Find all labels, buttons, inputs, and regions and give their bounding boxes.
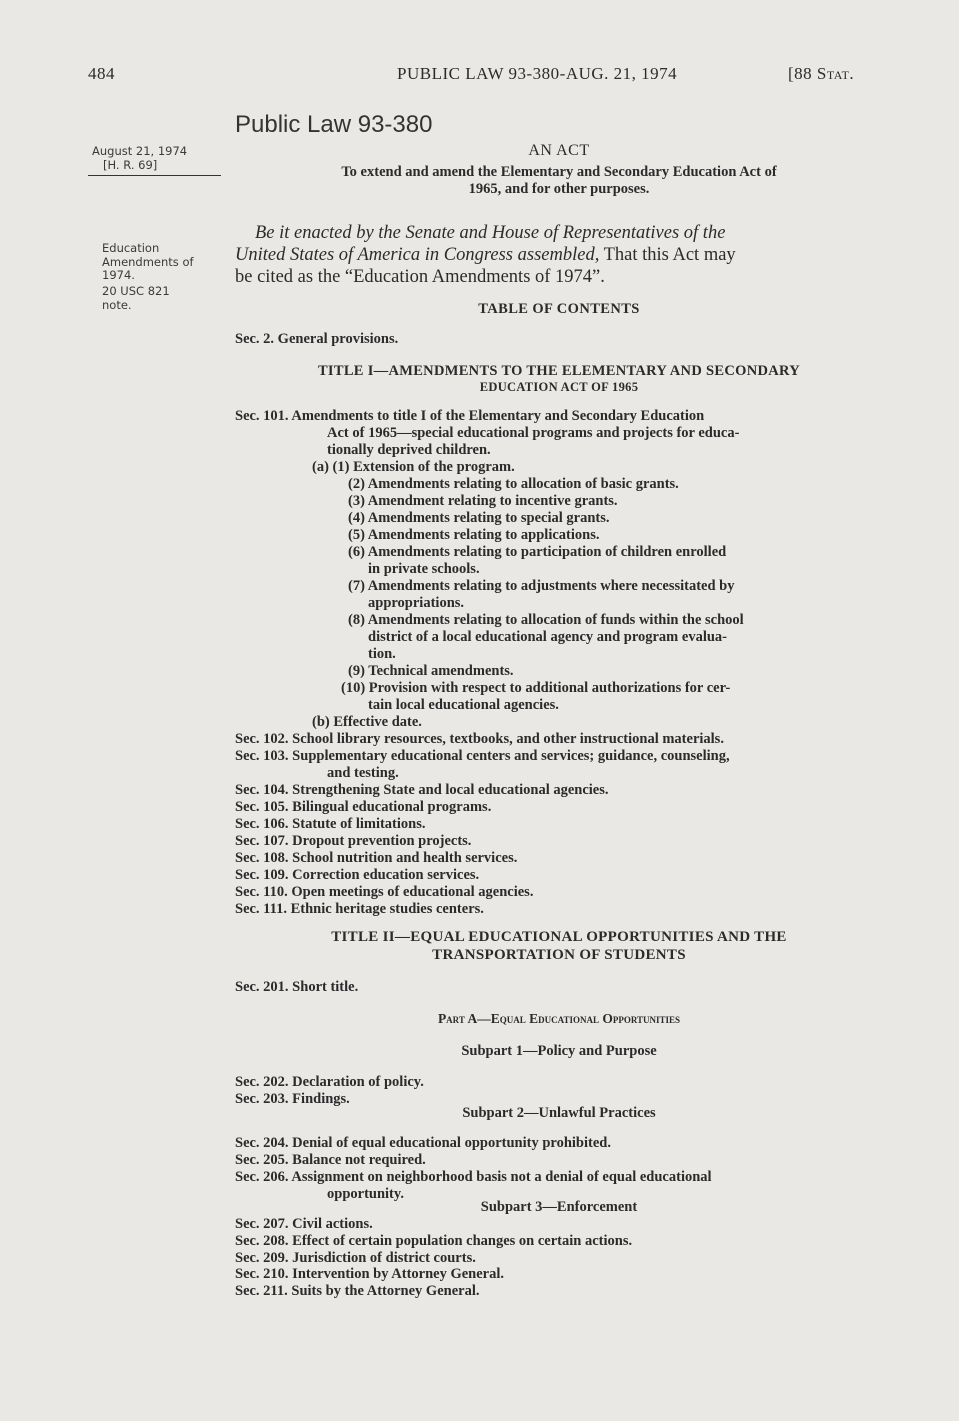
an-act-heading: AN ACT: [528, 142, 590, 159]
toc-line: tain local educational agencies.: [368, 697, 559, 713]
toc-line: Act of 1965—special educational programs and projects for educa-: [327, 425, 740, 441]
toc-line: Sec. 103. Supplementary educational centers and services; guidance, counseling,: [235, 748, 730, 764]
toc-sec-201: Sec. 201. Short title.: [235, 979, 359, 995]
toc-line: Sec. 206. Assignment on neighborhood basis not a denial of equal educational: [235, 1169, 712, 1185]
toc-line: (4) Amendments relating to special grants.: [348, 510, 610, 526]
toc-line: Sec. 105. Bilingual educational programs.: [235, 799, 492, 815]
subpart-3-heading: Subpart 3—Enforcement: [480, 1199, 638, 1215]
toc-line: Sec. 107. Dropout prevention projects.: [235, 833, 472, 849]
toc-line: Sec. 104. Strengthening State and local educational agencies.: [235, 782, 609, 798]
toc-line: (8) Amendments relating to allocation of funds within the school: [348, 612, 744, 628]
toc-line: Sec. 101. Amendments to title I of the Elementary and Secondary Education: [235, 408, 705, 424]
subpart-3-toc: [235, 1216, 632, 1300]
toc-line: in private schools.: [368, 561, 480, 577]
subpart-1-toc: [235, 1074, 424, 1108]
page-number: 484: [88, 64, 115, 83]
margin-usc: 20 USC 821 note.: [102, 284, 170, 312]
margin-short-title: Education Amendments of 1974.: [102, 241, 194, 282]
toc-line: Sec. 106. Statute of limitations.: [235, 816, 426, 832]
toc-line: and testing.: [327, 765, 399, 781]
toc-line: Sec. 211. Suits by the Attorney General.: [235, 1283, 480, 1300]
toc-line: (2) Amendments relating to allocation of basic grants.: [348, 476, 679, 492]
running-title: PUBLIC LAW 93-380-AUG. 21, 1974: [397, 64, 678, 83]
enacting-clause: Be it enacted by the Senate and House of Representatives of the United States of America in Congress assembled, That this Act may be cited as the “Education Amendments of 1974”.: [235, 223, 736, 287]
toc-line: Sec. 202. Declaration of policy.: [235, 1074, 424, 1090]
toc-line: Sec. 207. Civil actions.: [235, 1216, 373, 1232]
toc-line: tionally deprived children.: [327, 442, 491, 458]
margin-bill: [H. R. 69]: [103, 158, 158, 172]
toc-line: district of a local educational agency and program evalua-: [368, 629, 727, 645]
toc-line: Sec. 204. Denial of equal educational opportunity prohibited.: [235, 1135, 611, 1151]
toc-line: Sec. 102. School library resources, textbooks, and other instructional materials.: [235, 731, 724, 747]
subpart-1-heading: Subpart 1—Policy and Purpose: [461, 1043, 657, 1059]
toc-line: (6) Amendments relating to participation of children enrolled: [348, 544, 727, 560]
toc-line: (7) Amendments relating to adjustments where necessitated by: [348, 578, 735, 594]
margin-rule: [88, 175, 221, 176]
toc-line: appropriations.: [368, 595, 465, 611]
toc-line: Sec. 203. Findings.: [235, 1090, 350, 1107]
statute-reference: [88 Stat.: [788, 64, 855, 83]
act-purpose: To extend and amend the Elementary and Secondary Education Act of 1965, and for other purposes.: [341, 164, 777, 197]
toc-line: Sec. 208. Effect of certain population changes on certain actions.: [235, 1232, 633, 1249]
toc-line: Sec. 210. Intervention by Attorney General.: [235, 1266, 505, 1283]
toc-line: tion.: [368, 646, 396, 662]
title-1-heading: TITLE I—AMENDMENTS TO THE ELEMENTARY AND SECONDARY EDUCATION ACT OF 1965: [317, 363, 801, 394]
toc-line: (3) Amendment relating to incentive grants.: [348, 493, 618, 509]
law-title: Public Law 93-380: [235, 111, 433, 138]
toc-line: Sec. 110. Open meetings of educational agencies.: [235, 884, 534, 900]
toc-line: (5) Amendments relating to applications.: [348, 527, 600, 543]
toc-general-provisions: Sec. 2. General provisions.: [235, 331, 399, 347]
margin-date: August 21, 1974: [92, 144, 188, 158]
toc-line: Sec. 108. School nutrition and health services.: [235, 850, 518, 866]
toc-heading: TABLE OF CONTENTS: [478, 301, 640, 317]
toc-line: opportunity.: [327, 1186, 404, 1202]
toc-line: Sec. 209. Jurisdiction of district courts.: [235, 1249, 476, 1266]
toc-line: (b) Effective date.: [312, 714, 422, 730]
subpart-2-toc: [235, 1135, 883, 1205]
toc-line: (9) Technical amendments.: [348, 663, 514, 679]
part-a-heading: Part A—Equal Educational Opportunities: [437, 1011, 681, 1026]
title-2-heading: TITLE II—EQUAL EDUCATIONAL OPPORTUNITIES AND THE TRANSPORTATION OF STUDENTS: [331, 929, 787, 963]
title-1-toc: [235, 408, 883, 917]
toc-line: Sec. 205. Balance not required.: [235, 1152, 426, 1168]
toc-line: (10) Provision with respect to additional authorizations for cer-: [341, 680, 731, 696]
subpart-2-heading: Subpart 2—Unlawful Practices: [462, 1105, 656, 1121]
toc-line: Sec. 109. Correction education services.: [235, 867, 480, 883]
toc-line: (a) (1) Extension of the program.: [312, 459, 515, 475]
toc-line: Sec. 111. Ethnic heritage studies centers.: [235, 901, 484, 917]
